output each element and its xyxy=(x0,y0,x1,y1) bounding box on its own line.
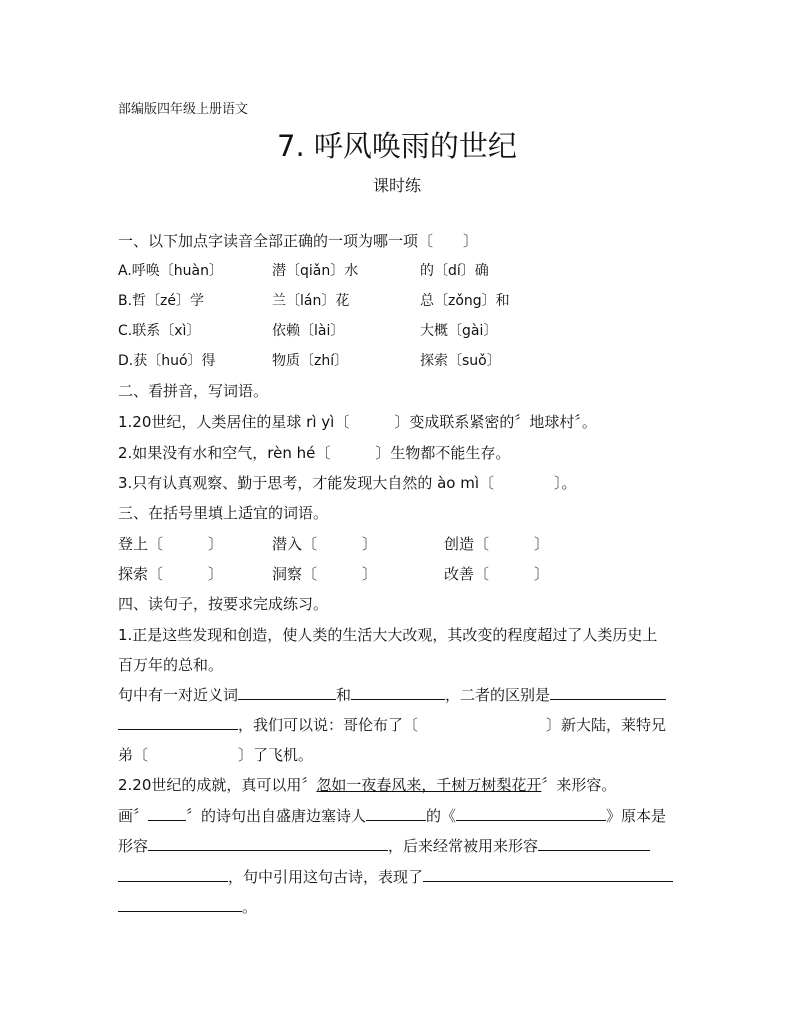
q2-describe-text: 〞来形容。 xyxy=(541,776,617,794)
section3-heading: 三、在括号里填上适宜的词语。 xyxy=(118,504,329,522)
q2-draw-text: 画〞 xyxy=(118,807,149,825)
section4-q1-line4 xyxy=(118,714,666,735)
option-d-1: D.获〔huó〕得 xyxy=(118,353,216,369)
fill-item-5: 洞察〔 〕 xyxy=(272,565,378,583)
section2-heading: 二、看拼音，写词语。 xyxy=(118,382,269,400)
section2-q2: 2.如果没有水和空气，rèn hé〔 〕生物都不能生存。 xyxy=(118,444,511,462)
answer-blank[interactable] xyxy=(351,684,445,700)
q2-describe-label: 形容 xyxy=(118,837,149,855)
q1-difference-label: ，二者的区别是 xyxy=(445,686,551,704)
page-subtitle: 课时练 xyxy=(372,176,421,195)
answer-blank[interactable] xyxy=(423,866,673,882)
section4-q1-line1: 1.正是这些发现和创造，使人类的生活大大改观，其改变的程度超过了人类历史上 xyxy=(118,626,658,644)
option-b-3: 总〔zǒng〕和 xyxy=(420,293,510,309)
q2-poet-text: 〞的诗句出自盛唐边塞诗人 xyxy=(186,807,367,825)
section4-heading: 四、读句子，按要求完成练习。 xyxy=(118,595,329,613)
section4-q1-line2: 百万年的总和。 xyxy=(118,656,224,674)
fill-item-1: 登上〔 〕 xyxy=(118,535,224,553)
section4-q2-line2 xyxy=(118,805,666,826)
q2-period: 。 xyxy=(242,898,258,916)
q2-later-text: ，后来经常被用来形容 xyxy=(388,837,539,855)
page-title: 7. 呼风唤雨的世纪 xyxy=(277,129,517,163)
option-c-3: 大概〔gài〕 xyxy=(420,323,498,339)
q1-and-label: 和 xyxy=(336,686,352,704)
q1-columbus-label: ，我们可以说：哥伦布了〔 xyxy=(238,716,419,734)
section1-heading: 一、以下加点字读音全部正确的一项为哪一项〔 〕 xyxy=(118,232,479,250)
answer-blank[interactable] xyxy=(456,805,606,821)
q2-poem-quote: 忽如一夜春风来，千树万树梨花开 xyxy=(316,776,542,794)
answer-blank[interactable] xyxy=(366,805,426,821)
option-a-3: 的〔dí〕确 xyxy=(420,263,489,279)
q1-wright-label: 〕新大陆，莱特兄 xyxy=(546,716,667,734)
option-c-1: C.联系〔xì〕 xyxy=(118,323,201,339)
q2-poem-title-open: 的《 xyxy=(426,807,457,825)
q2-intro-text: 2.20世纪的成就，真可以用〞 xyxy=(118,776,317,794)
section4-q2-line4 xyxy=(118,866,673,887)
option-b-2: 兰〔lán〕花 xyxy=(272,293,350,309)
answer-blank[interactable] xyxy=(550,684,666,700)
fill-item-2: 潜入〔 〕 xyxy=(272,535,378,553)
option-d-2: 物质〔zhí〕 xyxy=(272,353,349,369)
grade-label: 部编版四年级上册语文 xyxy=(118,102,249,117)
fill-item-3: 创造〔 〕 xyxy=(444,535,550,553)
section4-q2-line1 xyxy=(118,774,616,795)
fill-item-4: 探索〔 〕 xyxy=(118,565,224,583)
q1-near-synonym-label: 句中有一对近义词 xyxy=(118,686,239,704)
section4-q2-line5 xyxy=(118,896,257,917)
section2-q3: 3.只有认真观察、勤于思考，才能发现大自然的 ào mì〔 〕。 xyxy=(118,474,577,492)
answer-blank[interactable] xyxy=(118,866,228,882)
section4-q1-line3 xyxy=(118,684,666,705)
option-a-2: 潜〔qiǎn〕水 xyxy=(272,263,359,279)
answer-blank[interactable] xyxy=(118,896,242,912)
fill-item-6: 改善〔 〕 xyxy=(444,565,550,583)
q2-original-text: 》原本是 xyxy=(606,807,667,825)
section2-q1: 1.20世纪，人类居住的星球 rì yì〔 〕变成联系紧密的〞地球村〞。 xyxy=(118,413,597,431)
answer-blank[interactable] xyxy=(238,684,336,700)
option-a-1: A.呼唤〔huàn〕 xyxy=(118,263,223,279)
answer-blank[interactable] xyxy=(538,835,650,851)
section4-q2-line3 xyxy=(118,835,650,856)
section4-q1-line5: 弟〔 〕了飞机。 xyxy=(118,746,314,764)
option-d-3: 探索〔suǒ〕 xyxy=(420,353,501,369)
option-b-1: B.哲〔zé〕学 xyxy=(118,293,205,309)
answer-blank[interactable] xyxy=(118,714,238,730)
option-c-2: 依赖〔lài〕 xyxy=(272,323,345,339)
answer-blank[interactable] xyxy=(148,835,388,851)
answer-blank[interactable] xyxy=(148,805,186,821)
q2-quote-use-text: ，句中引用这句古诗，表现了 xyxy=(228,868,424,886)
